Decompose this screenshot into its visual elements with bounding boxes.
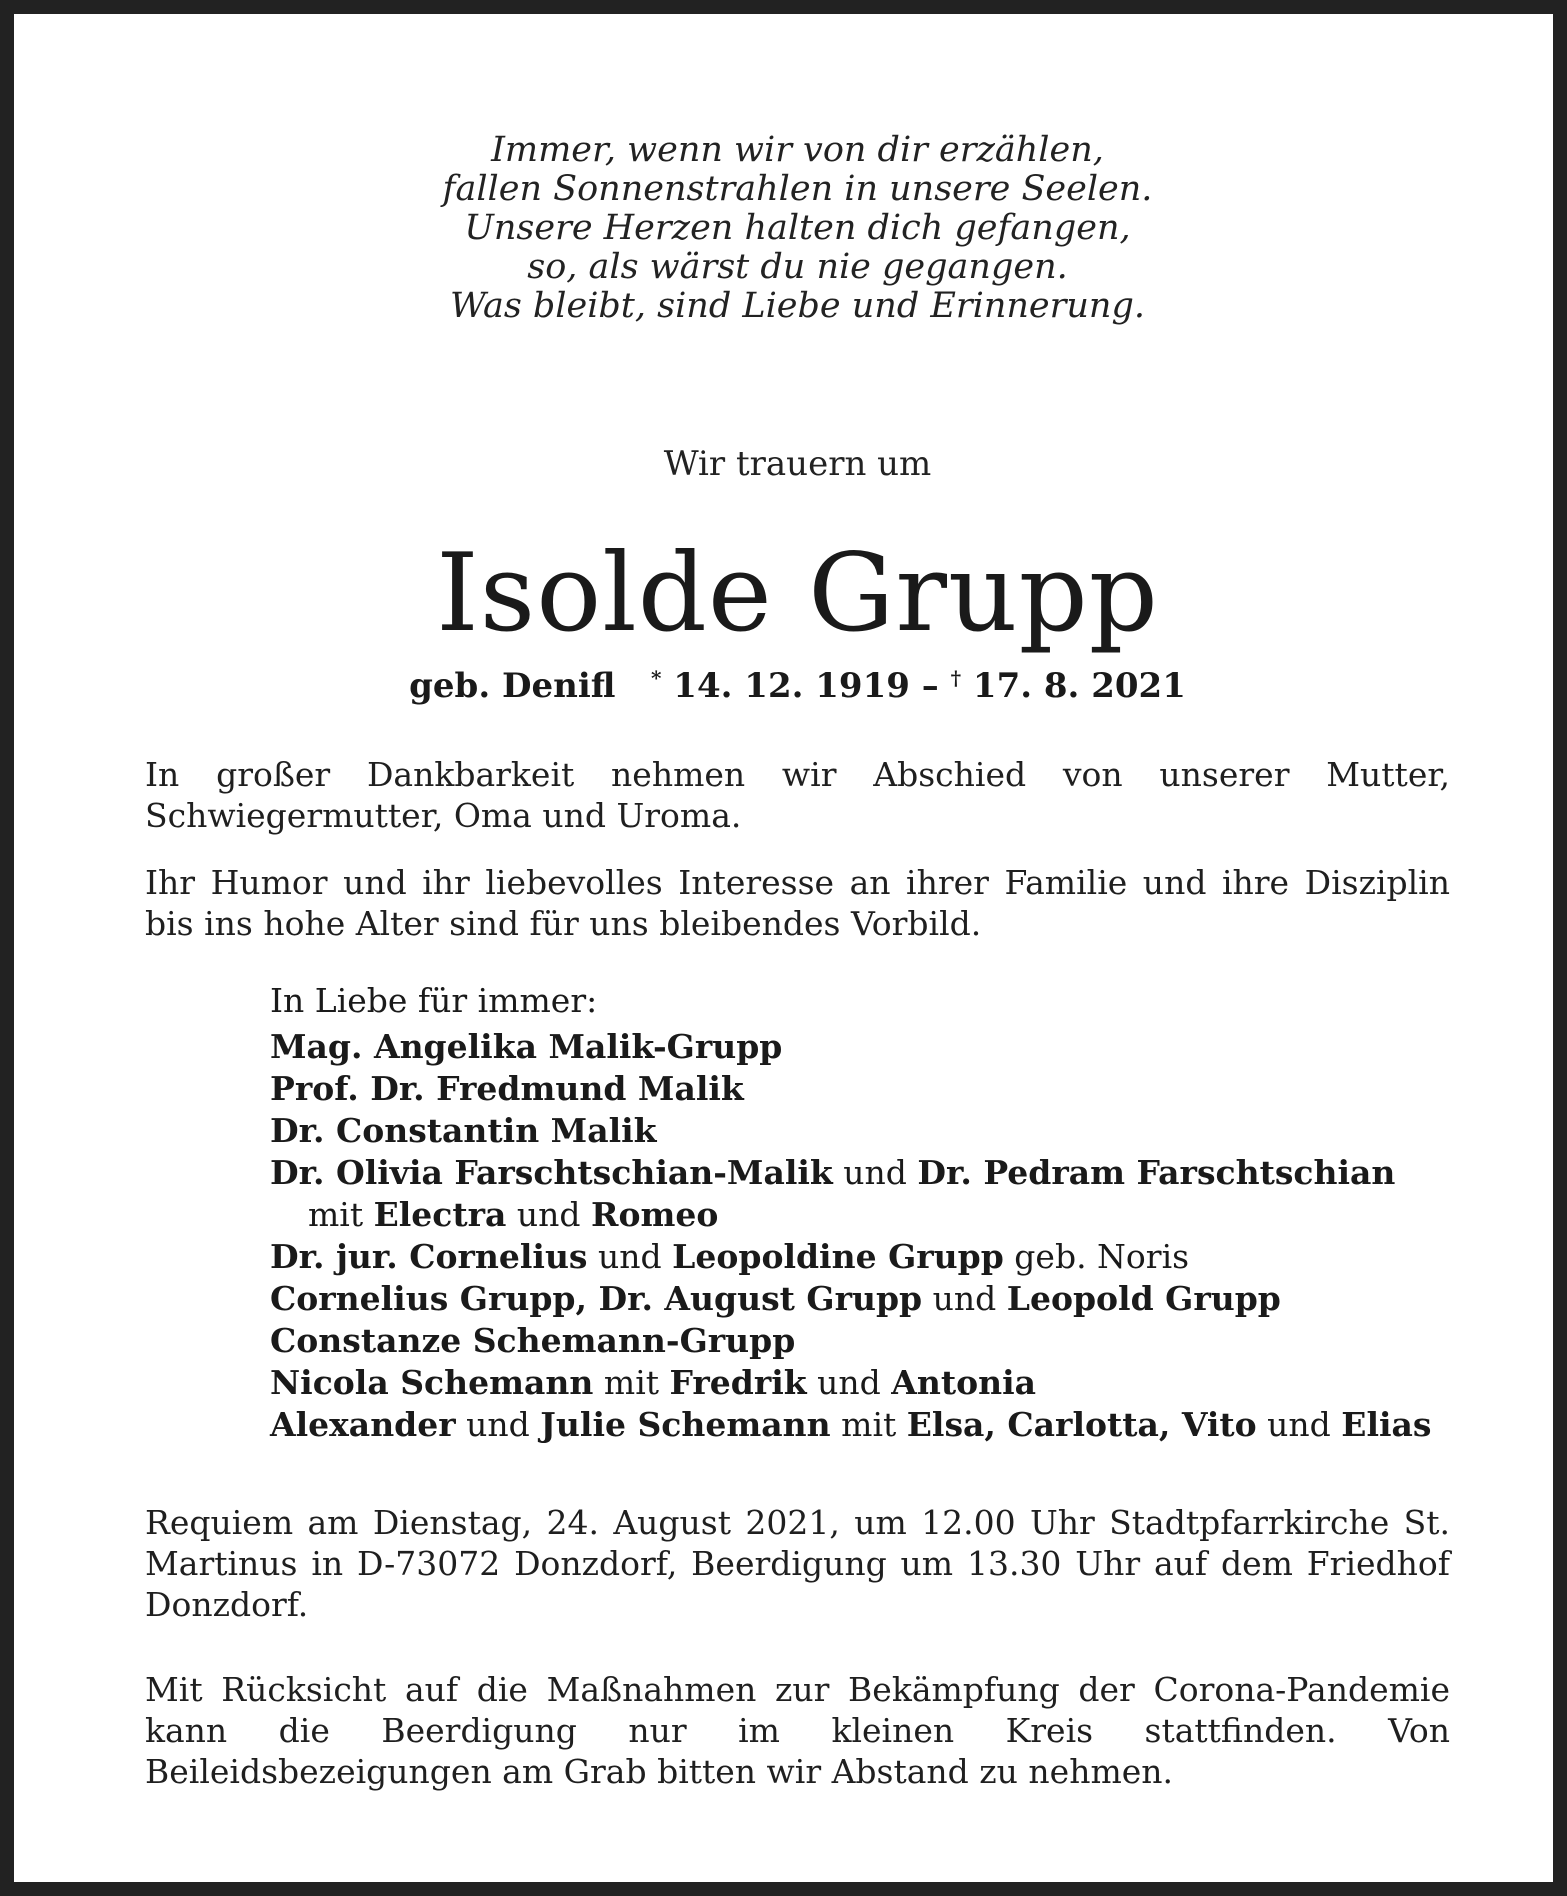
family-connector: und	[516, 1195, 581, 1234]
family-name: Dr. Olivia Farschtschian-Malik	[270, 1153, 833, 1192]
family-name: Prof. Dr. Fredmund Malik	[270, 1069, 744, 1108]
family-name: Fredrik	[669, 1363, 807, 1402]
life-dates	[14, 666, 1567, 706]
death-symbol: †	[950, 666, 962, 690]
family-connector: und	[932, 1279, 997, 1318]
humor-paragraph: Ihr Humor und ihr liebevolles Interesse an ihrer Familie und ihre Disziplin bis ins hohe Alter sind für uns bleibendes Vorbild.	[145, 863, 1450, 943]
family-line	[270, 1194, 1470, 1236]
family-line	[270, 1110, 1470, 1152]
family-name: Cornelius Grupp, Dr. August Grupp	[270, 1279, 923, 1318]
family-line	[270, 1026, 1470, 1068]
date-dash: –	[921, 666, 939, 706]
family-name: Antonia	[891, 1363, 1037, 1402]
family-list	[270, 980, 1470, 1446]
family-label: In Liebe für immer:	[270, 981, 598, 1020]
poem-line: Immer, wenn wir von dir erzählen,	[491, 130, 1104, 170]
family-connector: und	[598, 1237, 662, 1276]
family-line	[270, 1320, 1470, 1362]
family-line	[270, 1278, 1470, 1320]
family-connector: und	[817, 1363, 881, 1402]
family-line	[270, 1152, 1470, 1194]
family-line	[270, 1068, 1470, 1110]
family-name: Alexander	[270, 1405, 456, 1444]
family-name: Constanze Schemann-Grupp	[270, 1321, 796, 1360]
birth-symbol: *	[650, 666, 662, 690]
family-connector: mit	[308, 1195, 364, 1234]
corona-paragraph: Mit Rücksicht auf die Maßnahmen zur Bekämpfung der Corona-Pandemie kann die Beerdigung nur im kleinen Kreis stattfinden. Von Beileidsbezeigungen am Grab bitten wir Abstand zu nehmen.	[145, 1670, 1450, 1791]
poem-line: so, als wärst du nie gegangen.	[527, 247, 1068, 287]
family-connector: und	[466, 1405, 530, 1444]
family-name: Leopoldine Grupp	[672, 1237, 1004, 1276]
family-name: Romeo	[591, 1195, 719, 1234]
mourning-intro: Wir trauern um	[663, 444, 932, 484]
family-name: Electra	[373, 1195, 507, 1234]
poem-line: Unsere Herzen halten dich gefangen,	[464, 208, 1131, 248]
family-line	[270, 1362, 1470, 1404]
poem	[14, 131, 1567, 326]
thanks-paragraph: In großer Dankbarkeit nehmen wir Abschied von unserer Mutter, Schwiegermutter, Oma und Uroma.	[145, 755, 1450, 835]
deceased-name: Isolde Grupp	[436, 531, 1159, 656]
maiden-name: geb. Denifl	[409, 666, 616, 706]
family-name: Leopold Grupp	[1006, 1279, 1281, 1318]
family-connector: und	[843, 1153, 907, 1192]
family-connector: und	[1267, 1405, 1331, 1444]
death-date: 17. 8. 2021	[972, 666, 1186, 706]
family-connector: geb. Noris	[1014, 1237, 1190, 1276]
poem-line: Was bleibt, sind Liebe und Erinnerung.	[450, 286, 1145, 326]
family-name: Dr. Pedram Farschtschian	[917, 1153, 1396, 1192]
requiem-paragraph: Requiem am Dienstag, 24. August 2021, um 12.00 Uhr Stadtpfarrkirche St. Martinus in D-73072 Donzdorf, Beerdigung um 13.30 Uhr auf dem Friedhof Donzdorf.	[145, 1503, 1450, 1624]
family-name: Julie Schemann	[540, 1405, 831, 1444]
family-line	[270, 1236, 1470, 1278]
poem-line: fallen Sonnenstrahlen in unsere Seelen.	[442, 169, 1153, 209]
birth-date: 14. 12. 1919	[673, 666, 910, 706]
family-name: Elias	[1341, 1405, 1432, 1444]
family-name: Dr. jur. Cornelius	[270, 1237, 588, 1276]
family-connector: mit	[603, 1363, 660, 1402]
family-name: Nicola Schemann	[270, 1363, 594, 1402]
family-name: Dr. Constantin Malik	[270, 1111, 657, 1150]
family-line	[270, 1404, 1470, 1446]
family-connector: mit	[841, 1405, 897, 1444]
family-name: Elsa, Carlotta, Vito	[906, 1405, 1257, 1444]
family-name: Mag. Angelika Malik-Grupp	[270, 1027, 783, 1066]
